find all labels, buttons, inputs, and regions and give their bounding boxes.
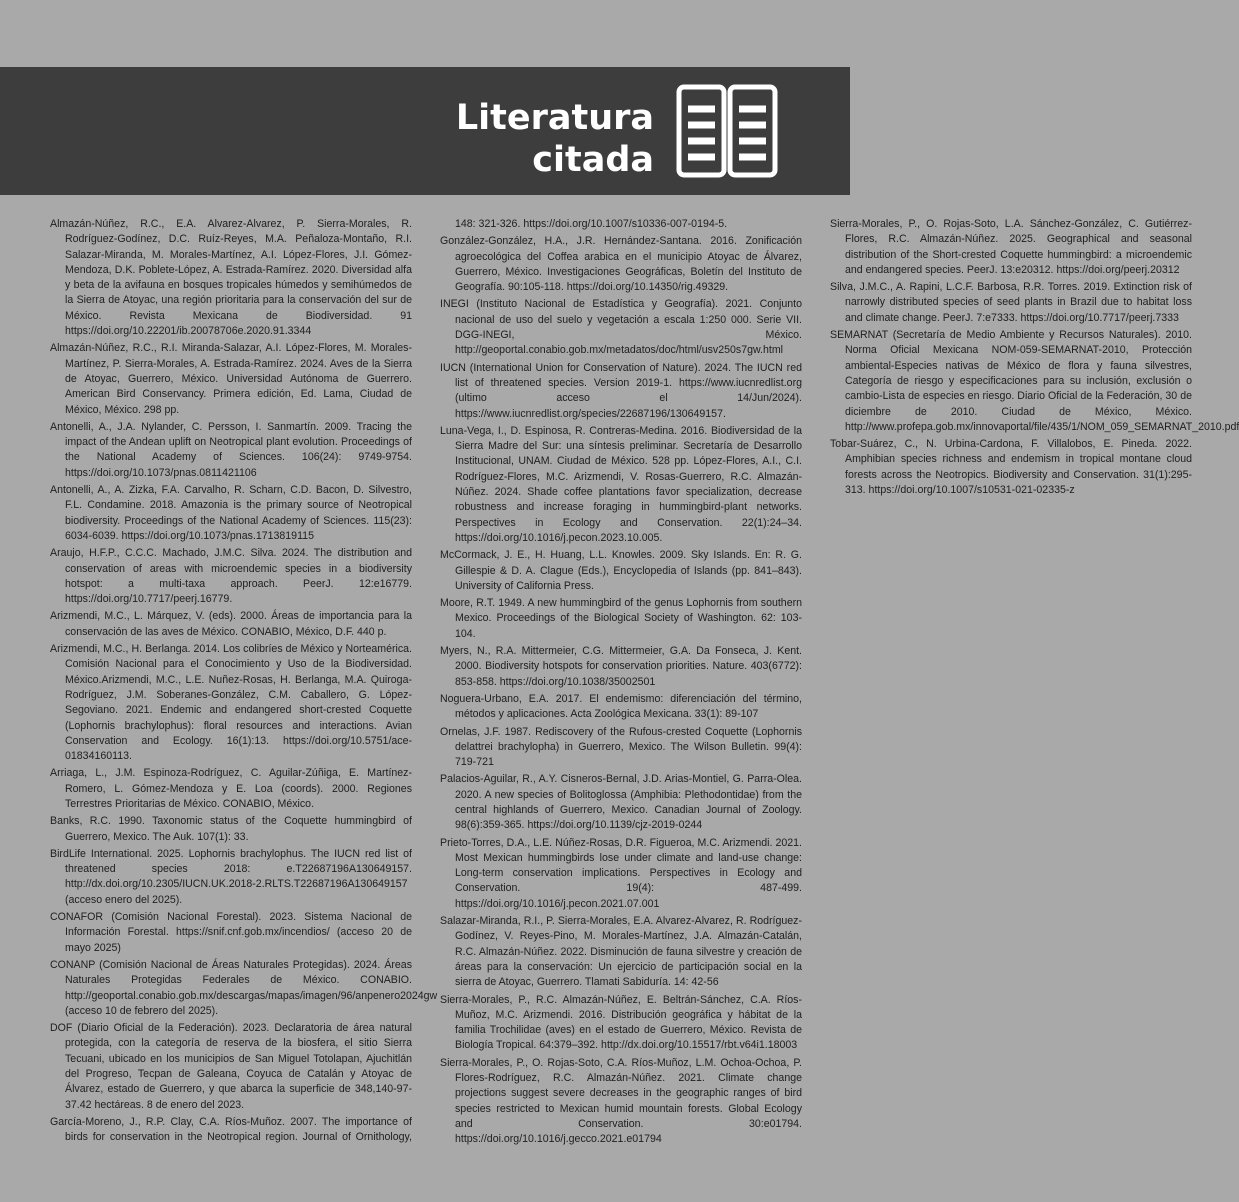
- reference-entry: Antonelli, A., J.A. Nylander, C. Persson, I. Sanmartín. 2009. Tracing the impact of the Andean uplift on Neotropical plant evolution. Proceedings of the National Academy of Sciences. 106(24): 9749-9754. https://doi.org/10.1073/pnas.0811421106: [50, 420, 412, 479]
- reference-entry: Almazán-Núñez, R.C., E.A. Alvarez-Alvarez, P. Sierra-Morales, R. Rodríguez-Godínez, D.C. Ruíz-Reyes, M.A. Peñaloza-Montaño, R.I. Salazar-Miranda, M. Morales-Martínez, A.I. López-Flores, J.I. Gómez-Mendoza, D.K. Poblete-López, A. Estrada-Ramírez. 2020. Diversidad alfa y beta de la avifauna en bosques tropicales húmedos y semihúmedos de la Sierra de Atoyac, una región prioritaria para la conservación del sur de México. Revista Mexicana de Biodiversidad. 91 https://doi.org/10.22201/ib.20078706e.2020.91.3344: [50, 218, 412, 338]
- reference-entry: Moore, R.T. 1949. A new hummingbird of the genus Lophornis from southern Mexico. Proceedings of the Biological Society of Washington. 62: 103-104.: [440, 597, 802, 640]
- reference-list: [50, 217, 1239, 1157]
- reference-entry: Salazar-Miranda, R.I., P. Sierra-Morales, E.A. Alvarez-Alvarez, R. Rodríguez-Godínez, V. Reyes-Pino, M. Morales-Martínez, J.A. Almazán-Catalán, R.C. Almazán-Núñez. 2022. Disminución de fauna silvestre y creación de áreas para la conservación: Un ejercicio de participación social en la sierra de Atoyac, Guerrero. Tlamati Sabiduría. 14: 42-56: [440, 915, 802, 989]
- reference-entry: Arriaga, L., J.M. Espinoza-Rodríguez, C. Aguilar-Zúñiga, E. Martínez-Romero, L. Gómez-Mendoza y E. Loa (coords). 2000. Regiones Terrestres Prioritarias de México. CONABIO, México.: [50, 767, 412, 810]
- reference-entry: IUCN (International Union for Conservation of Nature). 2024. The IUCN red list of threatened species. Version 2019-1. https://www.iucnredlist.org (ultimo acceso el 14/Jun/2024). https://www.iucnredlist.org/species/22687196/130649157.: [440, 361, 802, 420]
- reference-entry: Myers, N., R.A. Mittermeier, C.G. Mittermeier, G.A. Da Fonseca, J. Kent. 2000. Biodiversity hotspots for conservation priorities. Nature. 403(6772): 853-858. https://doi.org/10.1038/35002501: [440, 645, 802, 688]
- reference-entry: Sierra-Morales, P., O. Rojas-Soto, C.A. Ríos-Muñoz, L.M. Ochoa-Ochoa, P. Flores-Rodríguez, R.C. Almazán-Núñez. 2021. Climate change projections suggest severe decreases in the geographic ranges of bird species restricted to Mexican humid mountain forests. Global Ecology and Conservation. 30:e01794. https://doi.org/10.1016/j.gecco.2021.e01794: [440, 1056, 802, 1146]
- reference-entry: CONANP (Comisión Nacional de Áreas Naturales Protegidas). 2024. Áreas Naturales Protegidas Federales de México. CONABIO. http://geoportal.conabio.gob.mx/descargas/mapas/imagen/96/anpenero2024gw (acceso 10 de febrero del 2025).: [50, 958, 438, 1017]
- reference-entry: Almazán-Núñez, R.C., R.I. Miranda-Salazar, A.I. López-Flores, M. Morales-Martínez, P. Sierra-Morales, A. Estrada-Ramírez. 2024. Aves de la Sierra de Atoyac, Guerrero, México. Universidad Autónoma de Guerrero. American Bird Conservancy. Primera edición, Ed. Lama, Ciudad de México, México. 298 pp.: [50, 342, 412, 416]
- header-banner: [0, 67, 850, 195]
- reference-entry: BirdLife International. 2025. Lophornis brachylophus. The IUCN red list of threatened species 2018: e.T22687196A130649157. http://dx.doi.org/10.2305/IUCN.UK.2018-2.RLTS.T22687196A130649157 (acceso enero del 2025).: [50, 847, 412, 906]
- reference-entry: García-Moreno, J., R.P. Clay, C.A. Ríos-Muñoz. 2007. The importance of birds for conservation in the Neotropical region. Journal of Ornithology, 148: 321-326. https://doi.org/10.1007/s10336-007-0194-5.: [50, 218, 728, 1144]
- reference-entry: Arizmendi, M.C., L. Márquez, V. (eds). 2000. Áreas de importancia para la conservación de las aves de México. CONABIO, México, D.F. 440 p.: [50, 610, 412, 638]
- open-book-icon: [677, 83, 777, 179]
- reference-entry: Prieto-Torres, D.A., L.E. Núñez-Rosas, D.R. Figueroa, M.C. Arizmendi. 2021. Most Mexican hummingbirds lose under climate and land-use change: Long-term conservation implications. Perspectives in Ecology and Conservation. 19(4): 487-499. https://doi.org/10.1016/j.pecon.2021.07.001: [440, 836, 802, 910]
- reference-entry: Sierra-Morales, P., O. Rojas-Soto, L.A. Sánchez-González, C. Gutiérrez-Flores, R.C. Almazán-Núñez. 2025. Geographical and seasonal distribution of the Short-crested Coquette hummingbird: a microendemic and endangered species. PeerJ. 13:e20312. https://doi.org/peerj.20312: [830, 218, 1192, 276]
- reference-entry: González-González, H.A., J.R. Hernández-Santana. 2016. Zonificación agroecológica del Coffea arabica en el municipio Atoyac de Álvarez, Guerrero, México. Investigaciones Geográficas, Boletín del Instituto de Geografía. 90:105-118. https://doi.org/10.14350/rig.49329.: [440, 235, 802, 294]
- reference-entry: McCormack, J. E., H. Huang, L.L. Knowles. 2009. Sky Islands. En: R. G. Gillespie & D. A. Clague (Eds.), Encyclopedia of Islands (pp. 841–843). University of California Press.: [440, 549, 802, 592]
- reference-entry: Luna-Vega, I., D. Espinosa, R. Contreras-Medina. 2016. Biodiversidad de la Sierra Madre del Sur: una síntesis preliminar. Secretaría de Desarrollo Institucional, UNAM. Ciudad de México. 528 pp. López-Flores, A.I., C.I. Rodríguez-Flores, M.C. Arizmendi, V. Rosas-Guerrero, R.C. Almazán-Núñez. 2024. Shade coffee plantations favor specialization, decrease robustness and increase foraging in hummingbird-plant networks. Perspectives in Ecology and Conservation. 22(1):24–34. https://doi.org/10.1016/j.pecon.2023.10.005.: [440, 424, 802, 544]
- reference-entry: Palacios-Aguilar, R., A.Y. Cisneros-Bernal, J.D. Arias-Montiel, G. Parra-Olea. 2020. A new species of Bolitoglossa (Amphibia: Plethodontidae) from the central highlands of Guerrero, Mexico. Canadian Journal of Zoology. 98(6):359-365. https://doi.org/10.1139/cjz-2019-0244: [440, 773, 802, 832]
- reference-entry: INEGI (Instituto Nacional de Estadística y Geografía). 2021. Conjunto nacional de uso del suelo y vegetación a escala 1:250 000. Serie VII. DGG-INEGI, México. http://geoportal.conabio.gob.mx/metadatos/doc/html/usv250s7gw.html: [440, 298, 802, 357]
- reference-entry: Sierra-Morales, P., R.C. Almazán-Núñez, E. Beltrán-Sánchez, C.A. Ríos-Muñoz, M.C. Arizmendi. 2016. Distribución geográfica y hábitat de la familia Trochilidae (aves) en el estado de Guerrero, México. Revista de Biología Tropical. 64:379–392. http://dx.doi.org/10.15517/rbt.v64i1.18003: [440, 993, 802, 1052]
- reference-entry: Arizmendi, M.C., H. Berlanga. 2014. Los colibríes de México y Norteamérica. Comisión Nacional para el Conocimiento y Uso de la Biodiversidad. México.Arizmendi, M.C., L.E. Nuñez-Rosas, H. Berlanga, M.A. Quiroga-Rodríguez, J.M. Soberanes-González, C.M. Caballero, G. López-Segoviano. 2021. Endemic and endangered short-crested Coquette (Lophornis brachylophus): floral resources and interactions. Avian Conservation and Ecology. 16(1):13. https://doi.org/10.5751/ace-01834160113.: [50, 643, 412, 763]
- reference-entry: DOF (Diario Oficial de la Federación). 2023. Declaratoria de área natural protegida, con la categoría de reserva de la biosfera, el sitio Sierra Tecuani, ubicado en los municipios de San Miguel Totolapan, Ajuchitlán del Progreso, Tecpan de Galeana, Coyuca de Catalán y Atoyac de Álvarez, estado de Guerrero, y que abarca la superficie de 348,140-97-37.42 hectáreas. 8 de enero del 2023.: [50, 1022, 412, 1111]
- reference-entry: CONAFOR (Comisión Nacional Forestal). 2023. Sistema Nacional de Información Forestal. https://snif.cnf.gob.mx/incendios/ (acceso 20 de mayo 2025): [50, 911, 412, 954]
- reference-entry: Ornelas, J.F. 1987. Rediscovery of the Rufous-crested Coquette (Lophornis delattrei brachylopha) in Guerrero, Mexico. The Wilson Bulletin. 99(4): 719-721: [440, 725, 802, 769]
- reference-entry: Araujo, H.F.P., C.C.C. Machado, J.M.C. Silva. 2024. The distribution and conservation of areas with microendemic species in a biodiversity hotspot: a multi-taxa approach. PeerJ. 12:e16779. https://doi.org/10.7717/peerj.16779.: [50, 547, 412, 606]
- reference-entry: Banks, R.C. 1990. Taxonomic status of the Coquette hummingbird of Guerrero, Mexico. The Auk. 107(1): 33.: [50, 815, 412, 843]
- page-title: [456, 97, 654, 181]
- title-line-1: Literatura: [455, 98, 654, 138]
- reference-entry: Noguera-Urbano, E.A. 2017. El endemismo: diferenciación del término, métodos y aplicaciones. Acta Zoológica Mexicana. 33(1): 89-107: [440, 692, 802, 721]
- title-line-2: citada: [532, 140, 654, 180]
- reference-entry: Antonelli, A., A. Zizka, F.A. Carvalho, R. Scharn, C.D. Bacon, D. Silvestro, F.L. Condamine. 2018. Amazonia is the primary source of Neotropical biodiversity. Proceedings of the National Academy of Sciences. 115(23): 6034-6039. https://doi.org/10.1073/pnas.1713819115: [50, 484, 412, 542]
- reference-entry: Tobar-Suárez, C., N. Urbina-Cardona, F. Villalobos, E. Pineda. 2022. Amphibian species richness and endemism in tropical montane cloud forests across the Neotropics. Biodiversity and Conservation. 31(1):295-313. https://doi.org/10.1007/s10531-021-02335-z: [830, 438, 1192, 497]
- reference-entry: Silva, J.M.C., A. Rapini, L.C.F. Barbosa, R.R. Torres. 2019. Extinction risk of narrowly distributed species of seed plants in Brazil due to habitat loss and climate change. PeerJ. 7:e7333. https://doi.org/10.7717/peerj.7333: [830, 281, 1192, 324]
- reference-entry: SEMARNAT (Secretaría de Medio Ambiente y Recursos Naturales). 2010. Norma Oficial Mexicana NOM-059-SEMARNAT-2010, Protección ambiental-Especies nativas de México de flora y fauna silvestres, Categoría de riesgo y especificaciones para su inclusión, exclusión o cambio-Lista de especies en riesgo. Diario Oficial de la Federación, 30 de diciembre de 2010. Ciudad de México, México. http://www.profepa.gob.mx/innovaportal/file/435/1/NOM_059_SEMARNAT_2010.pdf: [830, 329, 1239, 433]
